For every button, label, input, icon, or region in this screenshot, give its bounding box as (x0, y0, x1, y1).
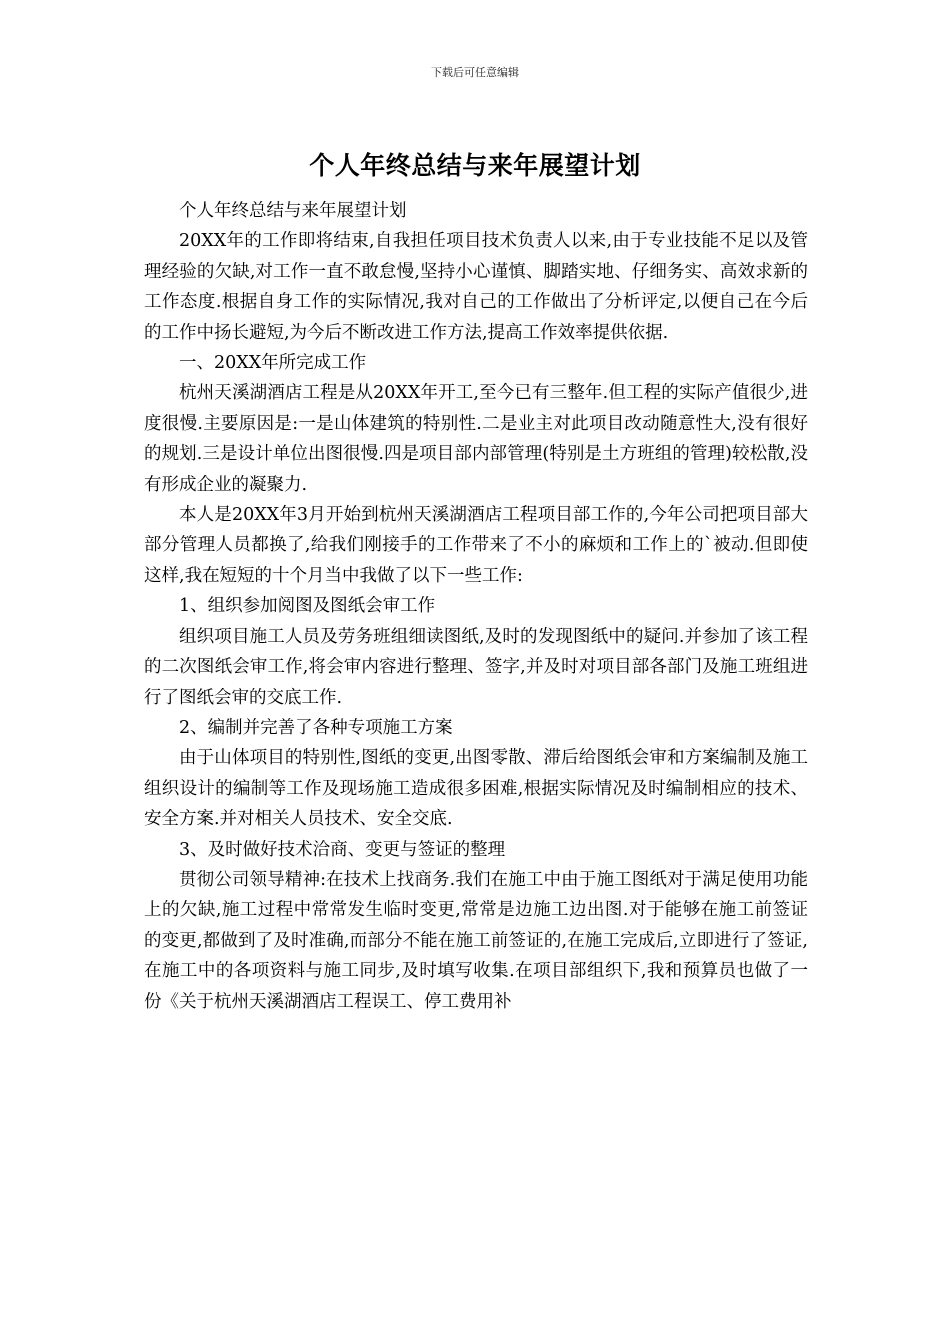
intro-paragraph: 20XX年的工作即将结束,自我担任项目技术负责人以来,由于专业技能不足以及管理经验的欠缺,对工作一直不敢怠慢,坚持小心谨慎、脚踏实地、仔细务实、高效求新的工作态度.根据自身工作的实际情况,我对自己的工作做出了分析评定,以便自己在今后的工作中扬长避短,为今后不断改进工作方法,提高工作效率提供依据. (144, 231, 808, 343)
body-paragraph: 杭州天溪湖酒店工程是从20XX年开工,至今已有三整年.但工程的实际产值很少,进度很慢.主要原因是:一是山体建筑的特别性.二是业主对此项目改动随意性大,没有很好的规划.三是设计单位出图很慢.四是项目部内部管理(特别是土方班组的管理)较松散,没有形成企业的凝聚力. (144, 383, 808, 495)
document-title: 个人年终总结与来年展望计划 (309, 151, 641, 180)
subtitle-paragraph: 个人年终总结与来年展望计划 (179, 201, 407, 221)
body-paragraph: 由于山体项目的特别性,图纸的变更,出图零散、滞后给图纸会审和方案编制及施工组织设计的编制等工作及现场施工造成很多困难,根据实际情况及时编制相应的技术、安全方案.并对相关人员技术、安全交底. (144, 748, 808, 830)
item-heading-1: 1、组织参加阅图及图纸会审工作 (179, 596, 436, 617)
body-paragraph: 本人是20XX年3月开始到杭州天溪湖酒店工程项目部工作的,今年公司把项目部大部分管理人员都换了,给我们刚接手的工作带来了不小的麻烦和工作上的`被动.但即使这样,我在短短的十个月当中我做了以下一些工作: (144, 505, 808, 586)
document-body (144, 196, 808, 1017)
item-heading-2: 2、编制并完善了各种专项施工方案 (179, 717, 453, 738)
item-heading-3: 3、及时做好技术洽商、变更与签证的整理 (179, 839, 506, 860)
header-note: 下载后可任意编辑 (431, 66, 519, 79)
body-paragraph: 组织项目施工人员及劳务班组细读图纸,及时的发现图纸中的疑问.并参加了该工程的二次图纸会审工作,将会审内容进行整理、签字,并及时对项目部各部门及施工班组进行了图纸会审的交底工作. (144, 626, 808, 708)
body-paragraph: 贯彻公司领导精神:在技术上找商务.我们在施工中由于施工图纸对于满足使用功能上的欠缺,施工过程中常常发生临时变更,常常是边施工边出图.对于能够在施工前签证的变更,都做到了及时准确,而部分不能在施工前签证的,在施工完成后,立即进行了签证,在施工中的各项资料与施工同步,及时填写收集.在项目部组织下,我和预算员也做了一份《关于杭州天溪湖酒店工程误工、停工费用补 (144, 869, 808, 1012)
section-heading-1: 一、20XX年所完成工作 (179, 353, 367, 374)
